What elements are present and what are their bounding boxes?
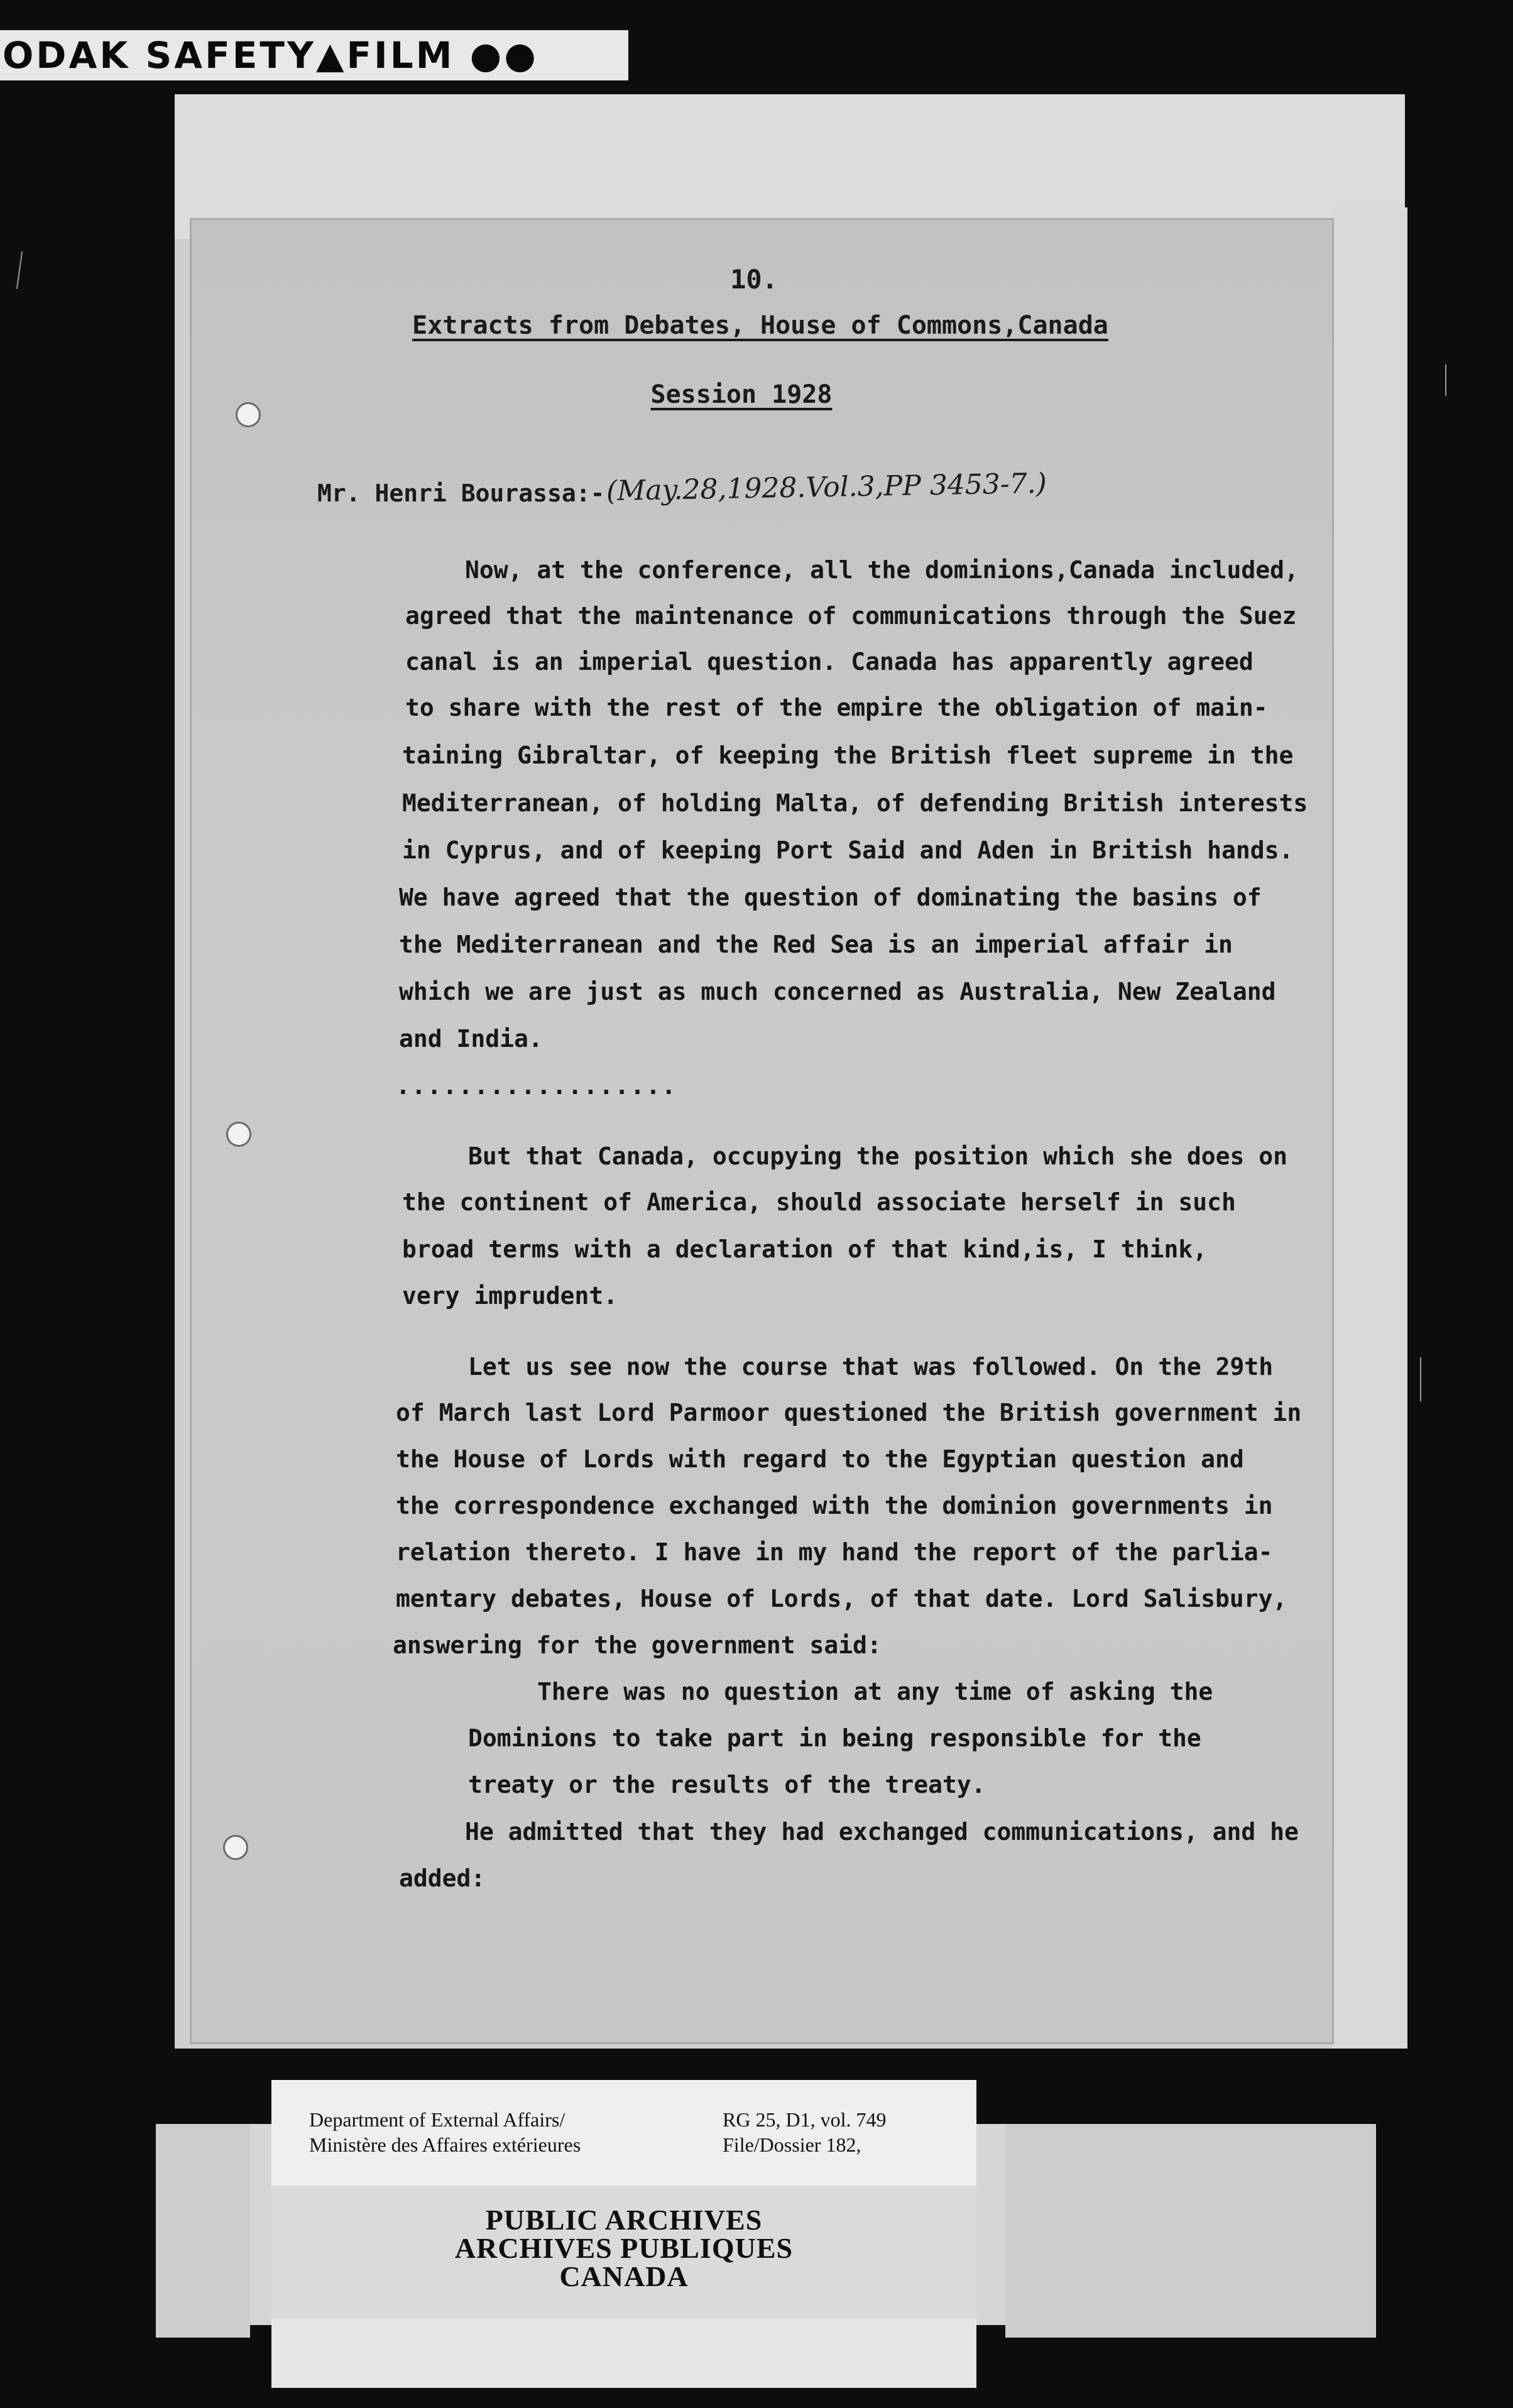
session-heading: Session 1928 bbox=[650, 380, 833, 409]
punch-hole bbox=[223, 1835, 248, 1860]
body-line: the correspondence exchanged with the dominion governments in bbox=[396, 1492, 1273, 1519]
film-scratch bbox=[16, 251, 23, 289]
body-line: taining Gibraltar, of keeping the British fleet supreme in the bbox=[402, 742, 1294, 769]
body-line: We have agreed that the question of dominating the basins of bbox=[399, 884, 1262, 911]
body-line: to share with the rest of the empire the obligation of main- bbox=[405, 694, 1268, 721]
archive-stamp-line1: PUBLIC ARCHIVES bbox=[485, 2204, 763, 2236]
body-line: broad terms with a declaration of that kind,is, I think, bbox=[402, 1235, 1208, 1263]
archive-card-tab-right bbox=[1005, 2124, 1376, 2338]
sheet-right-edge bbox=[1332, 207, 1407, 2049]
archive-stamp-line3: CANADA bbox=[559, 2260, 689, 2292]
body-line: relation thereto. I have in my hand the report of the parlia- bbox=[396, 1538, 1273, 1566]
file-dossier-ref: File/Dossier 182, bbox=[723, 2133, 861, 2156]
body-line: the Mediterranean and the Red Sea is an imperial affair in bbox=[399, 931, 1233, 958]
film-scratch bbox=[1445, 364, 1446, 396]
film-scratch bbox=[1420, 1357, 1421, 1401]
body-line: in Cyprus, and of keeping Port Said and Aden in British hands. bbox=[402, 836, 1294, 864]
body-line: added: bbox=[399, 1864, 486, 1892]
body-line: agreed that the maintenance of communications through the Suez bbox=[405, 602, 1297, 630]
punch-hole bbox=[236, 402, 261, 427]
speaker-name: Mr. Henri Bourassa:- bbox=[317, 479, 605, 507]
body-line: which we are just as much concerned as Australia, New Zealand bbox=[399, 978, 1276, 1005]
department-en: Department of External Affairs/ bbox=[309, 2108, 565, 2131]
section-separator: .................. bbox=[396, 1072, 677, 1100]
body-line: and India. bbox=[399, 1025, 543, 1053]
archive-stamp-line2: ARCHIVES PUBLIQUES bbox=[454, 2232, 794, 2264]
quoted-line: treaty or the results of the treaty. bbox=[468, 1771, 986, 1798]
body-line: But that Canada, occupying the position which she does on bbox=[468, 1142, 1288, 1170]
department-fr: Ministère des Affaires extérieures bbox=[309, 2133, 581, 2156]
quoted-line: Dominions to take part in being responsible for the bbox=[468, 1724, 1201, 1752]
handwritten-reference: (May.28,1928.Vol.3,PP 3453-7.) bbox=[606, 467, 1047, 508]
archive-card-bottom bbox=[271, 2319, 976, 2388]
body-line: Let us see now the course that was followed. On the 29th bbox=[468, 1353, 1274, 1381]
quoted-line: There was no question at any time of asking the bbox=[537, 1678, 1213, 1705]
film-edge-label: ODAK SAFETY▲FILM ●● bbox=[3, 34, 538, 77]
body-line: canal is an imperial question. Canada has apparently agreed bbox=[405, 648, 1254, 676]
punch-hole bbox=[226, 1122, 251, 1147]
body-line: Now, at the conference, all the dominions,Canada included, bbox=[465, 556, 1299, 584]
body-line: He admitted that they had exchanged communications, and he bbox=[465, 1818, 1299, 1846]
body-line: of March last Lord Parmoor questioned the British government in bbox=[396, 1399, 1302, 1426]
body-line: the continent of America, should associate herself in such bbox=[402, 1188, 1236, 1216]
body-line: Mediterranean, of holding Malta, of defending British interests bbox=[402, 789, 1308, 817]
body-line: mentary debates, House of Lords, of that date. Lord Salisbury, bbox=[396, 1585, 1287, 1612]
archive-card-tab-left bbox=[156, 2124, 250, 2338]
body-line: very imprudent. bbox=[402, 1282, 618, 1310]
document-title: Extracts from Debates, House of Commons,Canada bbox=[412, 311, 1108, 340]
back-sheet-top bbox=[175, 94, 1405, 239]
body-line: the House of Lords with regard to the Egyptian question and bbox=[396, 1445, 1244, 1473]
record-group-ref: RG 25, D1, vol. 749 bbox=[723, 2108, 887, 2131]
archive-reference-label bbox=[271, 2080, 976, 2186]
page-number: 10. bbox=[730, 264, 778, 295]
body-line: answering for the government said: bbox=[393, 1631, 882, 1659]
